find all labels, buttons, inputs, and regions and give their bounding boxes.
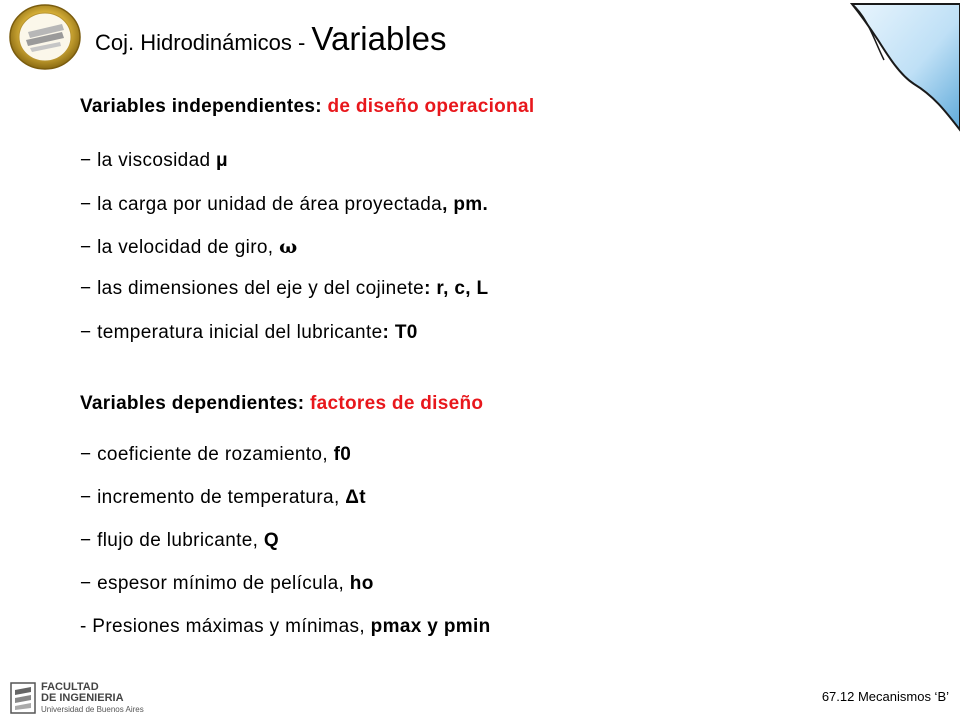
list-item	[80, 573, 374, 595]
list-item	[80, 530, 279, 552]
list-item	[80, 322, 418, 344]
list-item	[80, 150, 228, 172]
item-symbol: ω	[279, 236, 298, 258]
item-text: − las dimensiones del eje y del cojinete	[80, 278, 425, 299]
item-symbol: Δt	[345, 487, 366, 508]
item-text: − temperatura inicial del lubricante	[80, 322, 383, 343]
item-text: − coeficiente de rozamiento,	[80, 444, 334, 465]
item-text: - Presiones máximas y mínimas,	[80, 616, 371, 637]
item-symbol: : r, c, L	[424, 278, 489, 299]
faculty-logo	[10, 681, 144, 716]
heading-accent: de diseño operacional	[327, 96, 535, 117]
item-text: − incremento de temperatura,	[80, 487, 346, 508]
item-symbol: , pm.	[442, 194, 489, 215]
faculty-logo-line2: DE INGENIERIA	[41, 692, 124, 704]
dependent-variables-heading	[80, 393, 483, 415]
faculty-emblem-icon	[10, 682, 36, 714]
item-symbol: Q	[263, 530, 280, 551]
list-item	[80, 278, 488, 300]
item-symbol: : T0	[382, 322, 418, 343]
independent-variables-heading	[80, 96, 534, 118]
item-symbol: μ	[216, 150, 229, 171]
page-curl-decoration	[848, 0, 960, 132]
item-symbol: f0	[333, 444, 352, 465]
item-text: − la carga por unidad de área proyectada	[80, 194, 443, 215]
item-text: − espesor mínimo de película,	[80, 573, 350, 594]
university-seal-logo	[6, 2, 84, 72]
list-item	[80, 236, 298, 259]
title-prefix: Coj. Hidrodinámicos -	[95, 30, 312, 55]
list-item	[80, 487, 366, 509]
title-main: Variables	[311, 20, 447, 57]
item-symbol: pmax y pmin	[370, 616, 491, 637]
heading-label: Variables dependientes:	[80, 393, 311, 414]
list-item	[80, 194, 488, 216]
item-text: − la velocidad de giro,	[80, 237, 280, 258]
item-text: − la viscosidad	[80, 150, 217, 171]
item-text: − flujo de lubricante,	[80, 530, 264, 551]
item-symbol: ho	[349, 573, 374, 594]
heading-accent: factores de diseño	[310, 393, 484, 414]
slide-title	[95, 22, 447, 55]
course-label: 67.12 Mecanismos ‘B’	[821, 689, 949, 704]
faculty-logo-line1: FACULTAD	[41, 681, 99, 693]
list-item	[80, 444, 351, 466]
heading-label: Variables independientes:	[80, 96, 328, 117]
faculty-logo-line3: Universidad de Buenos Aires	[41, 705, 144, 714]
list-item	[80, 616, 491, 638]
